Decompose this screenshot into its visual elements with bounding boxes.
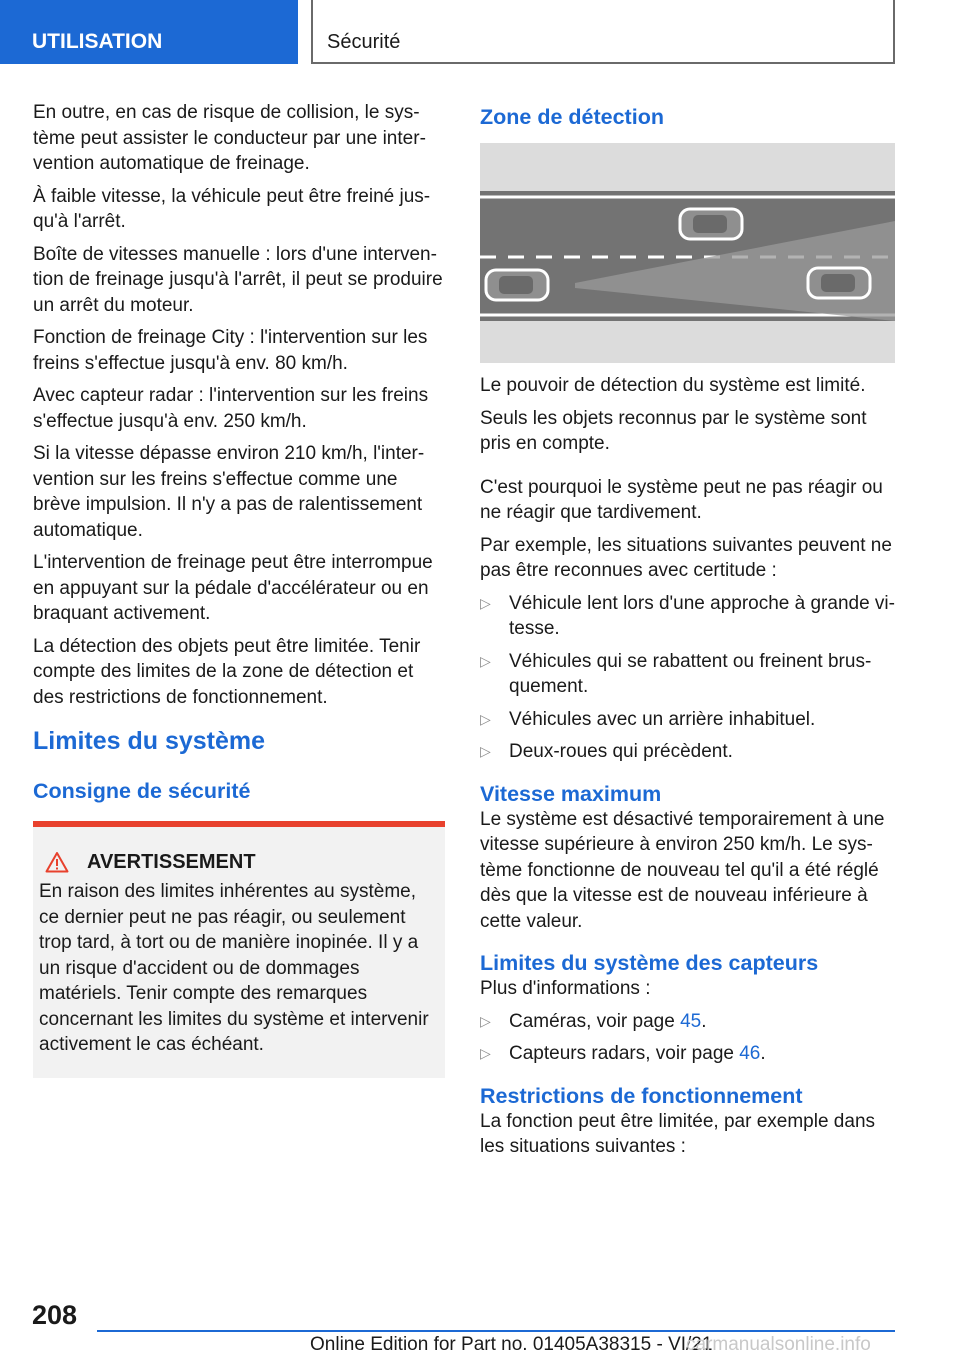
triangle-bullet-icon: ▷ [480,743,491,759]
right-column [480,100,895,1167]
unrecognized-situations-list [480,591,895,765]
triangle-bullet-icon: ▷ [480,652,491,669]
detection-zone-illustration [480,143,895,363]
warning-box [33,821,445,1078]
paragraph: La fonction peut être limitée, par exemple dans les situations suivantes : [480,1110,876,1157]
heading-detection-zone: Zone de détection [480,105,664,129]
heading-safety-note: Consigne de sécurité [33,779,251,803]
paragraph: À faible vitesse, la véhicule peut être freiné jusqu'à l'arrêt. [33,185,431,232]
chapter-tab: Sécurité [311,0,895,64]
sensor-links-list [480,1009,895,1067]
list-item: ▷ Véhicules avec un arrière inhabituel. [480,707,895,733]
paragraph: En outre, en cas de risque de collision, le système peut assister le conducteur par une intervention automatique de freinage. [33,102,426,174]
paragraph: Boîte de vitesses manuelle : lors d'une intervention de freinage jusqu'à l'arrêt, il peut se produire un arrêt du moteur. [33,243,443,316]
footer-edition: Online Edition for Part no. 01405A38315 - VI/21 [310,1334,713,1355]
triangle-bullet-icon: ▷ [480,594,491,611]
paragraph: Plus d'informations : [480,978,651,999]
warning-text: En raison des limites inhérentes au système, ce dernier peut ne pas réagir, ou seulement trop tard, à tort ou de manière inopinée. Il y a un risque d'accident ou de dommages matériels. Tenir compte des remarques concernant les limites du système et intervenir activement le cas échéant. [39,881,429,1055]
car-ahead-icon [680,209,742,239]
list-item: ▷ Deux-roues qui précèdent. [480,739,895,765]
paragraph: Avec capteur radar : l'intervention sur les freins s'effectue jusqu'à env. 250 km/h. [33,385,429,432]
paragraph: Seuls les objets reconnus par le système sont pris en compte. [480,407,867,454]
paragraph: Si la vitesse dépasse environ 210 km/h, l'intervention sur les freins s'effectue comme une brève impulsion. Il n'y a pas de ralentissement automatique. [33,443,425,541]
list-item: ▷ Véhicules qui se rabattent ou freinent brusquement. [480,650,872,697]
triangle-bullet-icon: ▷ [480,1012,491,1029]
heading-restrictions: Restrictions de fonctionnement [480,1083,803,1108]
warning-triangle-icon [45,851,69,873]
warning-title [39,849,439,875]
list-item: ▷ Véhicule lent lors d'une approche à grande vitesse. [480,592,895,639]
heading-sensor-limits: Limites du système des capteurs [480,951,819,975]
paragraph: Le pouvoir de détection du système est limité. [480,375,866,396]
triangle-bullet-icon: ▷ [480,710,491,727]
left-column [33,100,445,1078]
paragraph: L'intervention de freinage peut être interrompue en appuyant sur la pédale d'accélérateur ou en braquant activement. [33,552,433,624]
page-link-cameras[interactable]: 45 [680,1010,702,1032]
paragraph: Par exemple, les situations suivantes peuvent ne pas être reconnues avec certitude : [480,534,892,581]
heading-system-limits: Limites du système [33,727,266,755]
watermark: carmanualsonline.info [686,1334,871,1355]
paragraph: Fonction de freinage City : l'intervention sur les freins s'effectue jusqu'à env. 80 km/h. [33,327,428,374]
warning-title-text: AVERTISSEMENT [87,851,256,873]
own-car-icon [486,270,548,300]
footer-divider [97,1330,895,1332]
heading-max-speed: Vitesse maximum [480,781,662,806]
list-item: ▷ Capteurs radars, voir page 46. [480,1041,895,1067]
paragraph: Le système est désactivé temporairement à une vitesse supérieure à environ 250 km/h. Le système fonctionne de nouveau tel qu'il a été réglé dès que la vitesse est de nouveau inférieure à cette valeur. [480,808,885,932]
car-front-icon [808,268,870,298]
page-number: 208 [32,1300,78,1330]
paragraph: C'est pourquoi le système peut ne pas réagir ou ne réagir que tardivement. [480,476,883,523]
section-tab: UTILISATION [0,0,298,64]
triangle-bullet-icon: ▷ [480,1045,491,1061]
page-link-radar[interactable]: 46 [739,1043,761,1064]
paragraph: La détection des objets peut être limitée. Tenir compte des limites de la zone de détection et des restrictions de fonctionnement. [33,635,421,708]
list-item: ▷ Caméras, voir page 45. [480,1009,895,1035]
